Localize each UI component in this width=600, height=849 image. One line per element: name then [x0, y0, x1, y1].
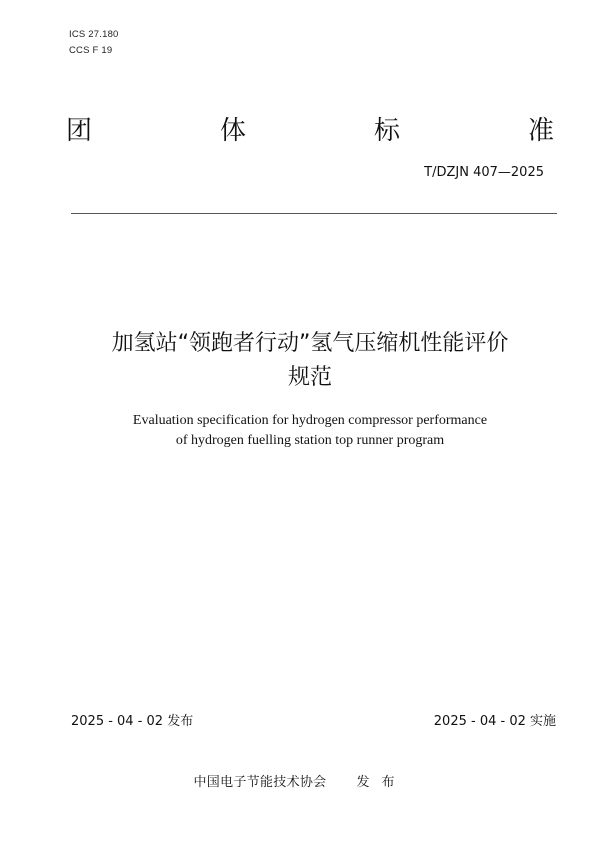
english-title-line: of hydrogen fuelling station top runner program	[175, 433, 445, 448]
ccs-code: CCS F 19	[69, 45, 113, 56]
english-title-line: Evaluation specification for hydrogen compressor performance	[132, 413, 488, 428]
ics-code: ICS 27.180	[69, 29, 119, 40]
standard-type-char: 团	[66, 116, 93, 146]
issuer-org: 中国电子节能技术协会	[193, 775, 327, 790]
standard-type	[66, 115, 554, 147]
chinese-title	[40, 327, 580, 395]
issuer-action: 发布	[356, 775, 407, 790]
implement-date: 2025 - 04 - 02 实施	[433, 714, 556, 729]
standard-number: T/DZJN 407—2025	[424, 165, 544, 180]
chinese-title-line: 规范	[287, 365, 332, 390]
english-title	[60, 411, 560, 451]
standard-type-char: 准	[527, 116, 554, 146]
standard-type-char: 体	[219, 116, 246, 146]
chinese-title-line: 加氢站“领跑者行动”氢气压缩机性能评价	[111, 331, 509, 356]
issuer	[0, 774, 600, 792]
standard-type-char: 标	[373, 116, 400, 146]
header-divider	[71, 213, 557, 214]
publish-date: 2025 - 04 - 02 发布	[71, 714, 194, 729]
